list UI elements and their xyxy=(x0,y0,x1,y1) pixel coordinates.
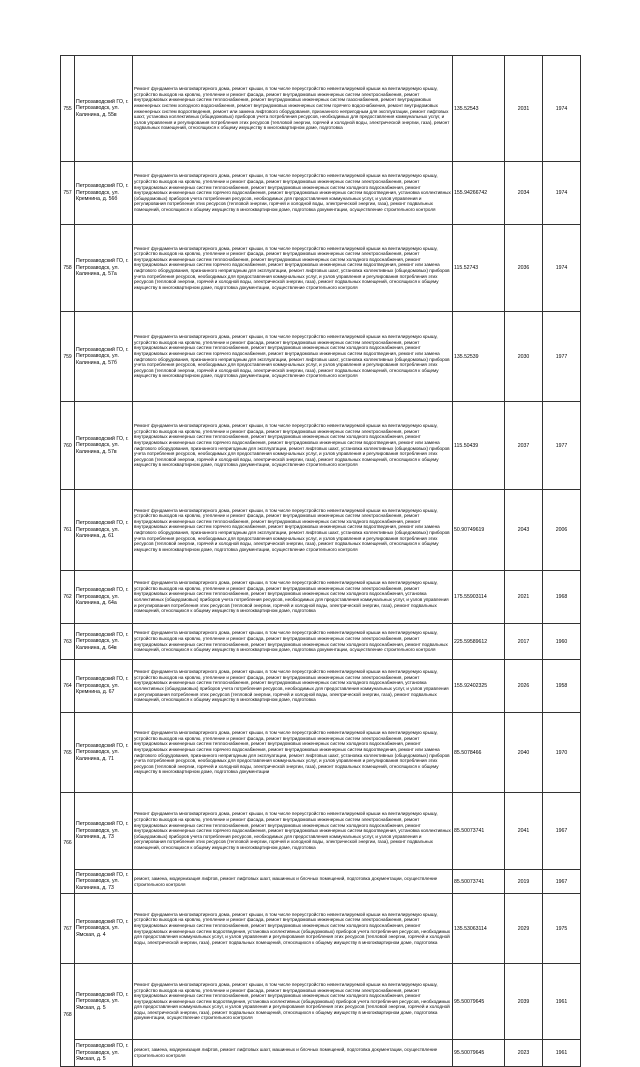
address-line: Ямская, д. 5 xyxy=(76,1004,106,1011)
address-line: Калинина, д. 64а xyxy=(76,600,117,607)
address-cell xyxy=(75,571,133,624)
plan-year-cell: 2037 xyxy=(505,402,543,490)
table-row xyxy=(61,870,581,894)
works-text: Ремонт фундамента многоквартирного дома, ремонт крыши, в том числе переустройство невентилируемой крыши на вентилируемую крышу, устройство выходов на кровлю, утепление и ремонт фасада, ремонт внутридомовых инженерных систем электроснабжения, ремонт внутридомовых инженерных систем теплоснабжения, ремонт внутридомовых инженерных систем холодного водоснабжения, ремонт внутридомовых инженерных систем горячего водоснабжения, ремонт внутридомовых инженерных систем водоотведения, ремонт или замена лифтового оборудования, признанного непригодным для эксплуатации, ремонт лифтовых шахт, установка коллективных (общедомовых) приборов учета потребления ресурсов, необходимых для предоставления коммунальных услуг, и узлов управления и регулирования потребления этих ресурсов (тепловой энергии, горячей и холодной воды, электрической энергии, газа), ремонт подвальных помещений, относящихся к общему имуществу в многоквартирном доме, подготовка документации xyxy=(134,730,450,775)
table-row xyxy=(61,225,581,312)
built-year-cell: 1968 xyxy=(543,571,581,624)
works-text: Ремонт фундамента многоквартирного дома, ремонт крыши, в том числе переустройство невентилируемой крыши на вентилируемую крышу, устройство выходов на кровлю, утепление и ремонт фасада, ремонт внутридомовых инженерных систем электроснабжения, ремонт внутридомовых инженерных систем теплоснабжения, ремонт внутридомовых инженерных систем холодного водоснабжения, ремонт внутридомовых инженерных систем водоотведения, установка коллективных (общедомовых) приборов учета потребления ресурсов, необходимых для предоставления коммунальных услуг, и узлов управления и регулирования потребления этих ресурсов (тепловой энергии, горячей и холодной воды, электрической энергии, газа), ремонт подвальных помещений, относящихся к общему имуществу в многоквартирном доме, подготовка xyxy=(134,911,451,945)
works-cell xyxy=(133,964,453,1040)
row-number: 764 xyxy=(61,660,75,713)
address-line: Петрозаводский ГО, г. xyxy=(76,871,129,878)
address-line: Петрозаводск, ул. xyxy=(76,1049,119,1056)
address-cell xyxy=(75,162,133,225)
plan-year-cell: 2017 xyxy=(505,624,543,660)
address-line: Калинина, д. 71 xyxy=(76,755,114,762)
table-row xyxy=(61,571,581,624)
area-cell: 135.52543 xyxy=(453,56,505,162)
works-cell xyxy=(133,1040,453,1067)
row-number: 759 xyxy=(61,312,75,402)
works-cell xyxy=(133,162,453,225)
address-line: Петрозаводск, ул. xyxy=(76,189,119,196)
works-cell xyxy=(133,660,453,713)
built-year-cell: 1974 xyxy=(543,225,581,312)
table-row xyxy=(61,713,581,793)
address-line: Петрозаводский ГО, г. xyxy=(76,991,129,998)
plan-year-cell: 2026 xyxy=(505,660,543,713)
area-cell: 95.50079645 xyxy=(453,1040,505,1067)
built-year-cell: 1974 xyxy=(543,56,581,162)
address-line: Петрозаводск, ул. xyxy=(76,105,119,112)
table-row xyxy=(61,1040,581,1067)
address-cell xyxy=(75,1040,133,1067)
works-text: Ремонт фундамента многоквартирного дома, ремонт крыши, в том числе переустройство невентилируемой крыши на вентилируемую крышу, устройство выходов на кровлю, утепление и ремонт фасада, ремонт внутридомовых инженерных систем электроснабжения, ремонт внутридомовых инженерных систем теплоснабжения, ремонт внутридомовых инженерных систем холодного водоснабжения, установка коллективных (общедомовых) приборов учета потребления ресурсов, необходимых для предоставления коммунальных услуг, и узлов управления и регулирования потребления этих ресурсов (тепловой энергии, горячей и холодной воды, электрической энергии, газа), ремонт подвальных помещений, относящихся к общему имуществу в многоквартирном доме, подготовка xyxy=(134,580,449,614)
address-line: Петрозаводск, ул. xyxy=(76,827,119,834)
address-cell xyxy=(75,793,133,870)
plan-year-cell: 2031 xyxy=(505,56,543,162)
address-cell xyxy=(75,870,133,894)
works-cell xyxy=(133,312,453,402)
works-cell xyxy=(133,571,453,624)
address-line: Петрозаводск, ул. xyxy=(76,353,119,360)
address-line: Калинина, д. 61 xyxy=(76,533,114,540)
row-number: 761 xyxy=(61,490,75,571)
address-line: Калинина, д. 73 xyxy=(76,884,114,891)
works-text: Ремонт фундамента многоквартирного дома, ремонт крыши, в том числе переустройство невентилируемой крыши на вентилируемую крышу, устройство выходов на кровлю, утепление и ремонт фасада, ремонт внутридомовых инженерных систем электроснабжения, ремонт внутридомовых инженерных систем теплоснабжения, ремонт внутридомовых инженерных систем холодного водоснабжения, ремонт подвальных помещений, относящихся к общему имуществу в многоквартирном доме, подготовка документации, осуществление строительного контроля xyxy=(134,630,448,653)
address-line: Петрозаводский ГО, г. xyxy=(76,821,129,828)
built-year-cell: 1977 xyxy=(543,402,581,490)
address-cell xyxy=(75,490,133,571)
built-year-cell: 1960 xyxy=(543,624,581,660)
row-number: 757 xyxy=(61,162,75,225)
built-year-cell: 1958 xyxy=(543,660,581,713)
plan-year-cell: 2036 xyxy=(505,225,543,312)
address-line: Петрозаводск, ул. xyxy=(76,749,119,756)
plan-year-cell: 2034 xyxy=(505,162,543,225)
address-line: Петрозаводский ГО, г. xyxy=(76,520,129,527)
address-line: Петрозаводский ГО, г. xyxy=(76,587,129,594)
area-cell: 155.92402325 xyxy=(453,660,505,713)
table-row xyxy=(61,402,581,490)
table-row xyxy=(61,624,581,660)
address-line: Петрозаводский ГО, г. xyxy=(76,98,129,105)
address-line: Кремнина, д. 56б xyxy=(76,196,118,203)
address-line: Петрозаводск, ул. xyxy=(76,526,119,533)
address-line: Ямская, д. 4 xyxy=(76,931,106,938)
works-text: ремонт, замена, модернизация лифтов, ремонт лифтовых шахт, машинных и блочных помещений, подготовка документации, осуществление строительного контроля xyxy=(134,875,438,887)
area-cell: 135.52539 xyxy=(453,312,505,402)
area-cell: 85.5078466 xyxy=(453,713,505,793)
area-cell: 115.50439 xyxy=(453,402,505,490)
area-cell: 95.50079645 xyxy=(453,964,505,1040)
address-line: Петрозаводск, ул. xyxy=(76,442,119,449)
address-line: Петрозаводск, ул. xyxy=(76,925,119,932)
works-cell xyxy=(133,402,453,490)
address-cell xyxy=(75,894,133,964)
row-number: 760 xyxy=(61,402,75,490)
table-body xyxy=(61,56,581,1067)
address-cell xyxy=(75,312,133,402)
address-cell xyxy=(75,964,133,1040)
table-row xyxy=(61,894,581,964)
address-line: Петрозаводский ГО, г. xyxy=(76,742,129,749)
address-line: Ямская, д. 5 xyxy=(76,1056,106,1063)
works-text: Ремонт фундамента многоквартирного дома, ремонт крыши, в том числе переустройство невентилируемой крыши на вентилируемую крышу, устройство выходов на кровлю, утепление и ремонт фасада, ремонт внутридомовых инженерных систем электроснабжения, ремонт внутридомовых инженерных систем теплоснабжения, ремонт внутридомовых инженерных систем холодного водоснабжения, ремонт внутридомовых инженерных систем горячего водоснабжения, ремонт внутридомовых инженерных систем водоотведения, ремонт или замена лифтового оборудования, признанного непригодным для эксплуатации, ремонт лифтовых шахт, установка коллективных (общедомовых) приборов учета потребления ресурсов, необходимых для предоставления коммунальных услуг, и узлов управления и регулирования потребления этих ресурсов (тепловой энергии, горячей и холодной воды, электрической энергии, газа), ремонт подвальных помещений, относящихся к общему имуществу в многоквартирном доме, подготовка документации, осуществление строительного контроля xyxy=(134,423,450,468)
area-cell: 135.53063114 xyxy=(453,894,505,964)
address-line: Петрозаводский ГО, г. xyxy=(76,435,129,442)
table-row xyxy=(61,162,581,225)
area-cell: 175.55903114 xyxy=(453,571,505,624)
address-cell xyxy=(75,713,133,793)
address-line: Калинина, д. 55в xyxy=(76,111,117,118)
area-cell: 85.50073741 xyxy=(453,793,505,870)
built-year-cell: 1961 xyxy=(543,1040,581,1067)
area-cell: 115.52743 xyxy=(453,225,505,312)
works-cell xyxy=(133,56,453,162)
built-year-cell: 1961 xyxy=(543,964,581,1040)
works-cell xyxy=(133,870,453,894)
address-cell xyxy=(75,624,133,660)
works-cell xyxy=(133,225,453,312)
works-cell xyxy=(133,490,453,571)
works-text: Ремонт фундамента многоквартирного дома, ремонт крыши, в том числе переустройство невентилируемой крыши на вентилируемую крышу, устройство выходов на кровлю, утепление и ремонт фасада, ремонт внутридомовых инженерных систем электроснабжения, ремонт внутридомовых инженерных систем теплоснабжения, ремонт внутридомовых инженерных систем холодного водоснабжения, ремонт внутридомовых инженерных систем горячего водоснабжения, ремонт внутридомовых инженерных систем водоотведения, ремонт или замена лифтового оборудования, признанного непригодным для эксплуатации, ремонт лифтовых шахт, установка коллективных (общедомовых) приборов учета потребления ресурсов, необходимых для предоставления коммунальных услуг, и узлов управления и регулирования потребления этих ресурсов (тепловой энергии, горячей и холодной воды, электрической энергии, газа), ремонт подвальных помещений, относящихся к общему имуществу в многоквартирном доме, подготовка документации, осуществление строительного контроля xyxy=(134,507,450,552)
plan-year-cell: 2019 xyxy=(505,870,543,894)
address-line: Петрозаводский ГО, г. xyxy=(76,183,129,190)
address-line: Петрозаводск, ул. xyxy=(76,638,119,645)
works-text: Ремонт фундамента многоквартирного дома, ремонт крыши, в том числе переустройство невентилируемой крыши на вентилируемую крышу, устройство выходов на кровлю, утепление и ремонт фасада, ремонт внутридомовых инженерных систем электроснабжения, ремонт внутридомовых инженерных систем теплоснабжения, ремонт внутридомовых инженерных систем холодного водоснабжения, ремонт внутридомовых инженерных систем горячего водоснабжения, ремонт внутридомовых инженерных систем водоотведения, ремонт или замена лифтового оборудования, признанного непригодным для эксплуатации, ремонт лифтовых шахт, установка коллективных (общедомовых) приборов учета потребления ресурсов, необходимых для предоставления коммунальных услуг, и узлов управления и регулирования потребления этих ресурсов (тепловой энергии, горячей и холодной воды, электрической энергии, газа), ремонт подвальных помещений, относящихся к общему имуществу в многоквартирном доме, подготовка документации, осуществление строительного контроля xyxy=(134,334,450,379)
plan-year-cell: 2043 xyxy=(505,490,543,571)
address-cell xyxy=(75,402,133,490)
address-line: Петрозаводский ГО, г. xyxy=(76,1043,129,1050)
area-cell: 85.50073741 xyxy=(453,870,505,894)
plan-year-cell: 2030 xyxy=(505,312,543,402)
built-year-cell: 2006 xyxy=(543,490,581,571)
row-number: 765 xyxy=(61,713,75,793)
works-text: Ремонт фундамента многоквартирного дома, ремонт крыши, в том числе переустройство невентилируемой крыши на вентилируемую крышу, устройство выходов на кровлю, утепление и ремонт фасада, ремонт внутридомовых инженерных систем электроснабжения, ремонт внутридомовых инженерных систем теплоснабжения, ремонт внутридомовых инженерных систем холодного водоснабжения, ремонт внутридомовых инженерных систем водоотведения, установка коллективных (общедомовых) приборов учета потребления ресурсов, необходимых для предоставления коммунальных услуг, и узлов управления и регулирования потребления этих ресурсов (тепловой энергии, горячей и холодной воды, электрической энергии, газа), ремонт подвальных помещений, относящихся к общему имуществу в многоквартирном доме, подготовка документации, осуществление строительного контроля xyxy=(134,981,451,1021)
address-line: Петрозаводск, ул. xyxy=(76,682,119,689)
address-line: Калинина, д. 57в xyxy=(76,448,117,455)
plan-year-cell: 2041 xyxy=(505,793,543,870)
address-line: Петрозаводск, ул. xyxy=(76,264,119,271)
table-row xyxy=(61,56,581,162)
works-text: Ремонт фундамента многоквартирного дома, ремонт крыши, в том числе переустройство невентилируемой крыши на вентилируемую крышу, устройство выходов на кровлю, утепление и ремонт фасада, ремонт внутридомовых инженерных систем электроснабжения, ремонт внутридомовых инженерных систем теплоснабжения, ремонт внутридомовых инженерных систем холодного водоснабжения, установка коллективных (общедомовых) приборов учета потребления ресурсов, необходимых для предоставления коммунальных услуг, и узлов управления и регулирования потребления этих ресурсов (тепловой энергии, горячей и холодной воды, электрической энергии, газа), ремонт подвальных помещений, относящихся к общему имуществу в многоквартирном доме, подготовка xyxy=(134,669,449,703)
address-line: Калинина, д. 57а xyxy=(76,271,117,278)
area-cell: 155.94266742 xyxy=(453,162,505,225)
works-text: Ремонт фундамента многоквартирного дома, ремонт крыши, в том числе переустройство невентилируемой крыши на вентилируемую крышу, устройство выходов на кровлю, утепление и ремонт фасада, ремонт внутридомовых инженерных систем электроснабжения, ремонт внутридомовых инженерных систем теплоснабжения, ремонт внутридомовых инженерных систем холодного водоснабжения, ремонт внутридомовых инженерных систем горячего водоснабжения, ремонт внутридомовых инженерных систем водоотведения, установка коллективных (общедомовых) приборов учета потребления ресурсов, необходимых для предоставления коммунальных услуг, и узлов управления и регулирования потребления этих ресурсов (тепловой энергии, горячей и холодной воды, электрической энергии, газа), ремонт подвальных помещений, относящихся к общему имуществу в многоквартирном доме, подготовка xyxy=(134,811,451,850)
works-cell xyxy=(133,894,453,964)
address-cell xyxy=(75,660,133,713)
address-cell xyxy=(75,56,133,162)
address-line: Кремнина, д. 67 xyxy=(76,689,115,696)
row-number: 762 xyxy=(61,571,75,624)
built-year-cell: 1974 xyxy=(543,162,581,225)
address-line: Петрозаводск, ул. xyxy=(76,998,119,1005)
address-line: Петрозаводский ГО, г. xyxy=(76,918,129,925)
address-line: Калинина, д. 73 xyxy=(76,834,114,841)
table-row xyxy=(61,793,581,870)
built-year-cell: 1970 xyxy=(543,713,581,793)
address-line: Петрозаводск, ул. xyxy=(76,593,119,600)
plan-year-cell: 2021 xyxy=(505,571,543,624)
built-year-cell: 1967 xyxy=(543,793,581,870)
address-line: Петрозаводский ГО, г. xyxy=(76,258,129,265)
plan-year-cell: 2029 xyxy=(505,894,543,964)
address-line: Петрозаводский ГО, г. xyxy=(76,346,129,353)
capital-repair-table xyxy=(60,55,581,1067)
works-cell xyxy=(133,624,453,660)
row-number: 763 xyxy=(61,624,75,660)
row-number: 755 xyxy=(61,56,75,162)
works-text: Ремонт фундамента многоквартирного дома, ремонт крыши, в том числе переустройство невентилируемой крыши на вентилируемую крышу, устройство выходов на кровлю, утепление и ремонт фасада, ремонт внутридомовых инженерных систем электроснабжения, ремонт внутридомовых инженерных систем теплоснабжения, ремонт внутридомовых инженерных систем холодного водоснабжения, ремонт внутридомовых инженерных систем горячего водоснабжения, ремонт внутридомовых инженерных систем водоотведения, ремонт или замена лифтового оборудования, признанного непригодным для эксплуатации, ремонт лифтовых шахт, установка коллективных (общедомовых) приборов учета потребления ресурсов, необходимых для предоставления коммунальных услуг, и узлов управления и регулирования потребления этих ресурсов (тепловой энергии, горячей и холодной воды, электрической энергии, газа), ремонт подвальных помещений, относящихся к общему имуществу в многоквартирном доме, подготовка документации, осуществление строительного контроля xyxy=(134,245,450,290)
area-cell: 225.59589612 xyxy=(453,624,505,660)
address-line: Петрозаводск, ул. xyxy=(76,878,119,885)
built-year-cell: 1967 xyxy=(543,870,581,894)
row-number: 758 xyxy=(61,225,75,312)
built-year-cell: 1975 xyxy=(543,894,581,964)
works-text: Ремонт фундамента многоквартирного дома, ремонт крыши, в том числе переустройство невентилируемой крыши на вентилируемую крышу, устройство выходов на кровлю, утепление и ремонт фасада, ремонт внутридомовых инженерных систем электроснабжения, ремонт внутридомовых инженерных систем теплоснабжения, ремонт внутридомовых инженерных систем газоснабжения, ремонт внутридомовых инженерных систем холодного водоснабжения, ремонт внутридомовых инженерных систем горячего водоснабжения, ремонт внутридомовых инженерных систем водоотведения, ремонт или замена лифтового оборудования, признанного непригодным для эксплуатации, ремонт лифтовых шахт, установка коллективных (общедомовых) приборов учета потребления ресурсов, необходимых для предоставления коммунальных услуг, и узлов управления и регулирования потребления этих ресурсов (тепловой энергии, горячей и холодной воды, электрической энергии, газа), ремонт подвальных помещений, относящихся к общему имуществу в многоквартирном доме, подготовка xyxy=(134,86,450,131)
works-text: ремонт, замена, модернизация лифтов, ремонт лифтовых шахт, машинных и блочных помещений, подготовка документации, осуществление строительного контроля xyxy=(134,1047,438,1058)
built-year-cell: 1977 xyxy=(543,312,581,402)
plan-year-cell: 2040 xyxy=(505,713,543,793)
works-cell xyxy=(133,713,453,793)
table-row xyxy=(61,660,581,713)
works-cell xyxy=(133,793,453,870)
row-number: 768 xyxy=(61,964,75,1067)
address-line: Петрозаводский ГО, г. xyxy=(76,631,129,638)
address-cell xyxy=(75,225,133,312)
address-line: Петрозаводский ГО, г. xyxy=(76,676,129,683)
address-line: Калинина, д. 57б xyxy=(76,359,117,366)
address-line: Калинина, д. 64в xyxy=(76,644,117,651)
area-cell: 50.90749619 xyxy=(453,490,505,571)
plan-year-cell: 2023 xyxy=(505,1040,543,1067)
table-row xyxy=(61,964,581,1040)
works-text: Ремонт фундамента многоквартирного дома, ремонт крыши, в том числе переустройство невентилируемой крыши на вентилируемую крышу, устройство выходов на кровлю, утепление и ремонт фасада, ремонт внутридомовых инженерных систем электроснабжения, ремонт внутридомовых инженерных систем теплоснабжения, ремонт внутридомовых инженерных систем холодного водоснабжения, ремонт внутридомовых инженерных систем горячего водоснабжения, ремонт внутридомовых инженерных систем водоотведения, установка коллективных (общедомовых) приборов учета потребления ресурсов, необходимых для предоставления коммунальных услуг, и узлов управления и регулирования потребления этих ресурсов (тепловой энергии, горячей и холодной воды, электрической энергии, газа), ремонт подвальных помещений, относящихся к общему имуществу в многоквартирном доме, подготовка документации, осуществление строительного контроля xyxy=(134,173,451,212)
row-number: 766 xyxy=(61,793,75,894)
plan-year-cell: 2039 xyxy=(505,964,543,1040)
table-row xyxy=(61,490,581,571)
row-number: 767 xyxy=(61,894,75,964)
table-row xyxy=(61,312,581,402)
